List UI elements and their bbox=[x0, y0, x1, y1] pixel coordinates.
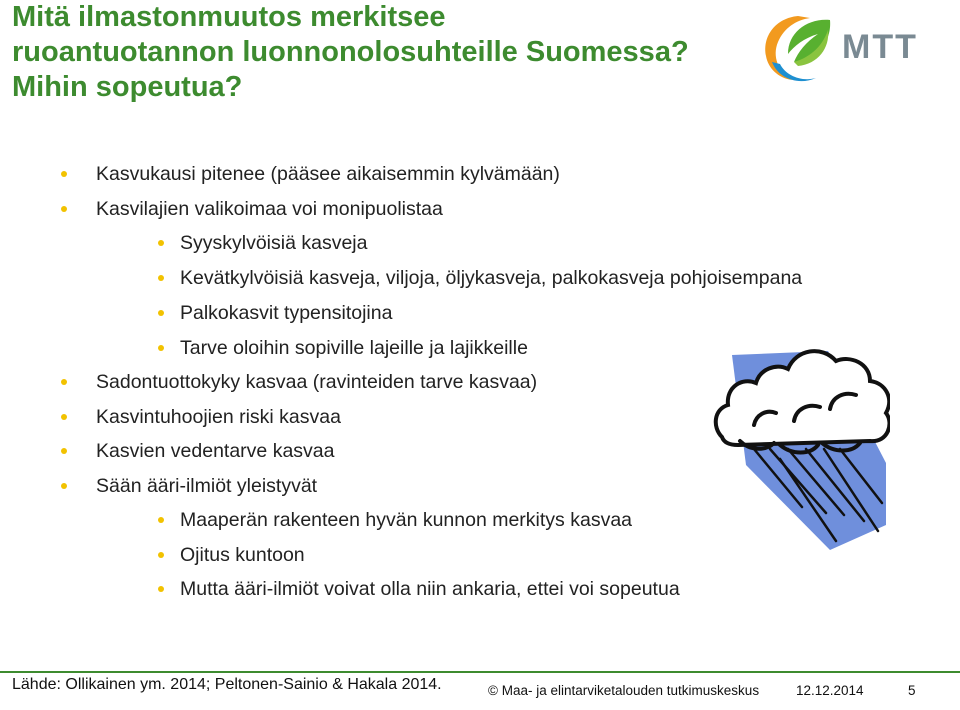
title-line-1: Mitä ilmastonmuutos merkitsee bbox=[12, 1, 446, 33]
bullet-subitem: Kevätkylvöisiä kasveja, viljoja, öljykasveja, palkokasveja pohjoisempana bbox=[180, 266, 802, 290]
bullet-subitem: Palkokasvit typensitojina bbox=[180, 301, 392, 325]
bullet-subitem: Ojitus kuntoon bbox=[180, 543, 305, 567]
title-line-3: Mihin sopeutua? bbox=[12, 71, 243, 103]
bullet-dot bbox=[61, 379, 67, 385]
bullet-dot bbox=[61, 414, 67, 420]
bullet-dot bbox=[158, 517, 164, 523]
bullet-subitem: Tarve oloihin sopiville lajeille ja lajikkeille bbox=[180, 336, 528, 360]
footer-source: Lähde: Ollikainen ym. 2014; Peltonen-Sainio & Hakala 2014. bbox=[12, 676, 442, 693]
rain-cloud-icon bbox=[710, 345, 890, 550]
footer-divider bbox=[0, 671, 960, 673]
logo-text: MTT bbox=[842, 28, 918, 66]
mtt-logo bbox=[758, 8, 948, 88]
page-number: 5 bbox=[908, 683, 916, 698]
bullet-subitem: Mutta ääri-ilmiöt voivat olla niin ankaria, ettei voi sopeutua bbox=[180, 577, 680, 601]
bullet-subitem: Maaperän rakenteen hyvän kunnon merkitys kasvaa bbox=[180, 508, 632, 532]
bullet-dot bbox=[61, 448, 67, 454]
bullet-dot bbox=[61, 483, 67, 489]
bullet-item: Kasvintuhoojien riski kasvaa bbox=[96, 405, 341, 429]
bullet-item: Sään ääri-ilmiöt yleistyvät bbox=[96, 474, 317, 498]
bullet-dot bbox=[158, 275, 164, 281]
bullet-item: Kasvukausi pitenee (pääsee aikaisemmin kylvämään) bbox=[96, 162, 560, 186]
bullet-item: Kasvilajien valikoimaa voi monipuolistaa bbox=[96, 197, 443, 221]
bullet-item: Kasvien vedentarve kasvaa bbox=[96, 439, 334, 463]
bullet-dot bbox=[158, 240, 164, 246]
footer-organization: © Maa- ja elintarviketalouden tutkimuskeskus bbox=[488, 683, 760, 698]
bullet-item: Sadontuottokyky kasvaa (ravinteiden tarve kasvaa) bbox=[96, 370, 537, 394]
bullet-dot bbox=[61, 206, 67, 212]
bullet-dot bbox=[158, 586, 164, 592]
bullet-dot bbox=[61, 171, 67, 177]
bullet-dot bbox=[158, 552, 164, 558]
bullet-dot bbox=[158, 345, 164, 351]
bullet-dot bbox=[158, 310, 164, 316]
slide-title bbox=[12, 0, 772, 105]
bullet-subitem: Syyskylvöisiä kasveja bbox=[180, 231, 367, 255]
title-line-2: ruoantuotannon luonnonolosuhteille Suomessa? bbox=[12, 36, 689, 68]
footer-date: 12.12.2014 bbox=[796, 683, 864, 698]
